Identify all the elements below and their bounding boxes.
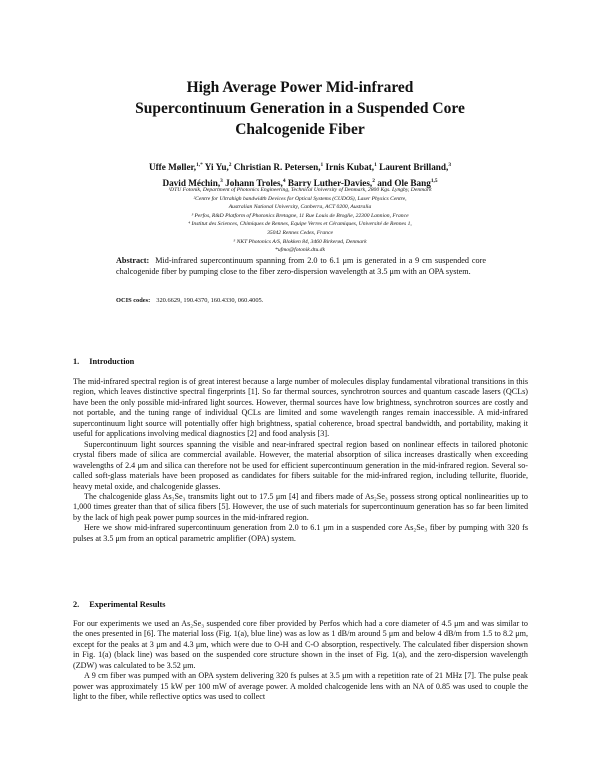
author-affil-mark: 2	[372, 177, 375, 184]
introduction-body	[73, 377, 528, 544]
author-affil-mark: 1,5	[430, 177, 438, 184]
section-number: 1.	[73, 357, 80, 366]
author-name: Barry Luther-Davies,	[285, 177, 373, 188]
author-name: Uffe Møller,	[148, 162, 197, 173]
section-title: Introduction	[89, 357, 135, 366]
author-affil-mark: 3	[220, 177, 223, 184]
affiliation-list	[60, 186, 540, 255]
affiliation-line: Australian National University, Canberra, ACT 0200, Australia	[228, 204, 372, 211]
title-line: Chalcogenide Fiber	[235, 121, 365, 138]
section-number: 2.	[73, 600, 80, 609]
ocis-codes	[116, 296, 486, 305]
author-affil-mark: 1	[374, 162, 377, 168]
title-line: High Average Power Mid-infrared	[186, 79, 414, 96]
author-name: Christian R. Petersen,	[231, 162, 321, 173]
paragraph: The mid-infrared spectral region is of great interest because a large number of molecules display fundamental vibrational transitions in this region, which leaves distinctive spectral fingerprints [1]. So far thermal sources, synchrotron sources and quantum cascade lasers (QCLs) have been the only possible mid-infrared light sources. However, thermal sources have low brightness, synchrotron sources are costly and not portable, and the tuning range of individual QCLs are limited and some wavelength ranges remain inaccessible. A mid-infrared supercontinuum light source will potentially offer high brightness, spatial coherence, broad spectral bandwidth, and portability, making it useful for applications involving medical diagnostics [2] and food analysis [3].	[73, 377, 528, 439]
section-heading-experimental-results	[73, 600, 166, 610]
author-affil-mark: 3	[448, 162, 452, 168]
ocis-values: 320.6629, 190.4370, 160.4330, 060.4005.	[156, 297, 264, 304]
author-name: Johann Troles,	[222, 177, 283, 188]
paragraph: For our experiments we used an As₂Se₃ suspended core fiber provided by Perfos which had a core diameter of 4.5 μm and was similar to the ones presented in [6]. The material loss (Fig. 1(a), blue line) was as low as 1 dB/m around 5 μm and below 4 dB/m from 1.5 to 8.2 μm, except for the peaks at 3 μm and 4.3 μm, which were due to O-H and C-O absorption, respectively. The calculated fiber dispersion shown in Fig. 1(a) (black line) was based on the suspended core structure shown in the inset of Fig. 1(a), and the zero-dispersion wavelength (ZDW) was calculated to be 3.52 μm.	[73, 619, 528, 670]
author-name: Laurent Brilland,	[376, 162, 449, 173]
paragraph: Supercontinuum light sources spanning the visible and near-infrared spectral region based on nonlinear effects in tailored photonic crystal fibers made of silica are commercial available. However, the material absorption of silica increases drastically when exceeding wavelengths of 2.4 μm and silica can therefore not be used for efficient supercontinuum generation in the mid-infrared region. Several so-called soft-glass materials have been proposed as candidates for fibers suitable for the mid-infrared region, including tellurite, fluoride, heavy metal oxide, and chalcogenide glasses.	[73, 439, 528, 491]
affiliation-line: 35042 Rennes Cedex, France	[267, 229, 333, 236]
paragraph: The chalcogenide glass As₂Se₃ transmits light out to 17.5 μm [4] and fibers made of As₂Se₃ possess strong optical nonlinearities up to 1,000 times greater than that of silica fibers [5]. However, the use of such materials for supercontinuum generation has so far been limited by the lack of high peak power pump sources in the mid-infrared region.	[73, 491, 528, 522]
abstract-text: Mid-infrared supercontinuum spanning from 2.0 to 6.1 μm is generated in a 9 cm suspended core chalcogenide fiber by pumping close to the fiber zero-dispersion wavelength at 3.5 μm with an OPA system.	[116, 256, 486, 277]
author-affil-mark: 2	[228, 162, 232, 168]
author-affil-mark: 1	[320, 162, 324, 168]
author-name: and Ole Bang	[374, 177, 431, 188]
abstract	[116, 255, 486, 277]
paper-title	[60, 77, 540, 140]
ocis-label: OCIS codes:	[116, 297, 151, 304]
author-line	[60, 159, 540, 175]
title-line: Supercontinuum Generation in a Suspended Core	[135, 100, 465, 117]
affiliation-line: ⁵ NKT Photonics A/S, Blokken 84, 3460 Birkerød, Denmark	[233, 238, 367, 245]
section-heading-introduction	[73, 357, 134, 367]
abstract-label: Abstract:	[116, 256, 150, 265]
affiliation-line: ¹DTU Fotonik, Department of Photonics Engineering, Technical University of Denmark, 2800 Kgs. Lyngby, Denmark	[168, 187, 432, 193]
paragraph: Here we show mid-infrared supercontinuum generation from 2.0 to 6.1 μm in a suspended core As₂Se₃ fiber by pumping with 320 fs pulses at 3.5 μm from an optical parametric amplifier (OPA) system.	[73, 523, 528, 543]
affiliation-line: ³ Perfos, R&D Platform of Photonics Bretagne, 11 Rue Louis de Broglie, 22300 Lannion, France	[191, 212, 409, 219]
author-name: Irnis Kubat,	[323, 162, 375, 173]
author-name: David Méchin,	[162, 177, 221, 188]
affiliation-line: ⁴ Institut des Sciences, Chimiques de Rennes, Equipe Verres et Céramiques, Université de Rennes 1,	[188, 221, 412, 228]
author-affil-mark: 1,*	[196, 162, 203, 168]
results-body	[73, 619, 528, 703]
section-title: Experimental Results	[89, 600, 166, 609]
author-name: Yi Yu,	[202, 162, 229, 173]
author-affil-mark: 4	[282, 177, 286, 184]
corresponding-email: *ufmo@fotonik.dtu.dk	[275, 247, 325, 254]
paragraph: A 9 cm fiber was pumped with an OPA system delivering 320 fs pulses at 3.5 μm with a repetition rate of 21 MHz [7]. The pulse peak power was approximately 15 kW per 100 mW of average power. A molded chalcogenide lens with an NA of 0.85 was used to couple the light to the fiber, while reflective optics was used to collect	[73, 671, 528, 702]
affiliation-line: ²Centre for Ultrahigh bandwidth Devices for Optical Systems (CUDOS), Laser Physics Centre,	[193, 195, 407, 202]
